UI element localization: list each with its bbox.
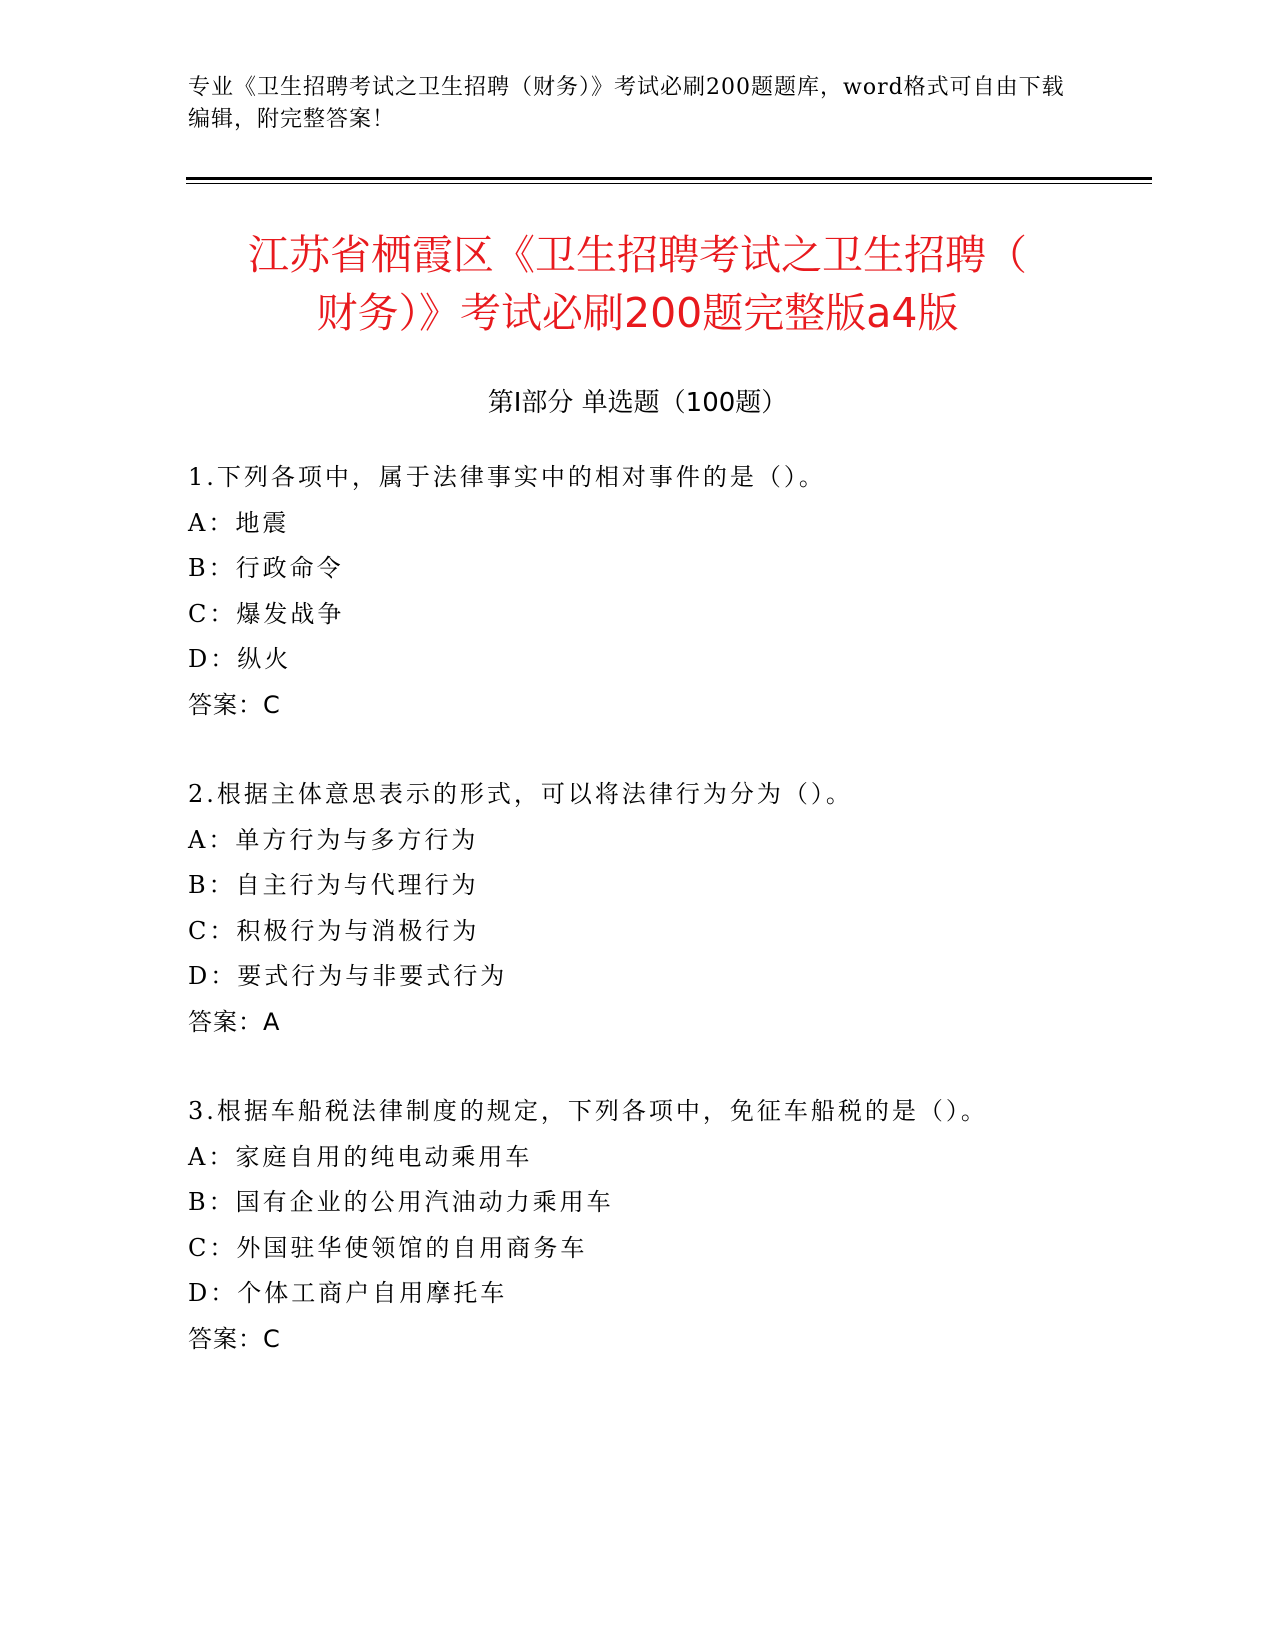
option-c: C：爆发战争 [188, 599, 345, 628]
option-c: C：积极行为与消极行为 [188, 916, 480, 945]
document-title [150, 226, 1125, 342]
question-1 [188, 455, 1148, 728]
header-rule-thin [186, 183, 1152, 184]
option-d: D：纵火 [188, 645, 292, 673]
option-a: A：地震 [188, 508, 290, 537]
answer: 答案：C [188, 1324, 281, 1353]
header-rule-thick [186, 177, 1152, 180]
section-heading: 第Ⅰ部分 单选题（100题） [487, 388, 788, 418]
option-a: A：单方行为与多方行为 [188, 825, 479, 854]
answer: 答案：C [188, 690, 281, 719]
option-b: B：自主行为与代理行为 [188, 871, 479, 899]
question-stem: 2.根据主体意思表示的形式，可以将法律行为分为（）。 [188, 780, 853, 808]
document-title-line-1: 江苏省栖霞区《卫生招聘考试之卫生招聘（ [248, 231, 1027, 279]
header-note: 专业《卫生招聘考试之卫生招聘（财务）》考试必刷200题题库，word格式可自由下载编辑，附完整答案！ [188, 75, 1065, 132]
option-a: A：家庭自用的纯电动乘用车 [188, 1142, 533, 1171]
option-c: C：外国驻华使领馆的自用商务车 [188, 1233, 588, 1262]
question-3 [188, 1089, 1148, 1362]
option-d: D：个体工商户自用摩托车 [188, 1279, 508, 1307]
question-stem: 3.根据车船税法律制度的规定，下列各项中，免征车船税的是（）。 [188, 1097, 988, 1125]
answer: 答案：A [188, 1007, 281, 1036]
option-b: B：行政命令 [188, 554, 344, 582]
question-2 [188, 772, 1148, 1045]
option-b: B：国有企业的公用汽油动力乘用车 [188, 1188, 614, 1216]
option-d: D：要式行为与非要式行为 [188, 962, 508, 990]
document-title-line-2: 财务）》考试必刷200题完整版a4版 [316, 289, 959, 337]
question-stem: 1.下列各项中，属于法律事实中的相对事件的是（）。 [188, 463, 826, 491]
